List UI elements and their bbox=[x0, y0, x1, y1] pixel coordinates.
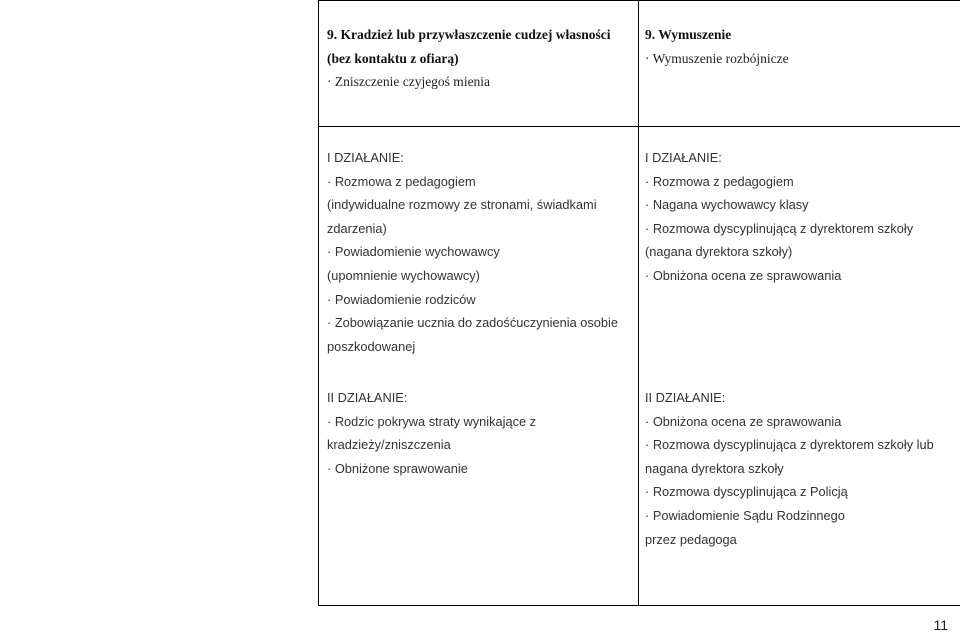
table-left-border bbox=[318, 0, 319, 606]
action-line: · Powiadomienie rodziców bbox=[327, 291, 476, 307]
action-line: nagana dyrektora szkoły bbox=[645, 460, 784, 476]
row2-right-action2 bbox=[645, 386, 934, 551]
action-line: · Obniżone sprawowanie bbox=[327, 460, 468, 476]
action-line: · Rozmowa dyscyplinująca z Policją bbox=[645, 484, 848, 500]
action-heading: II DZIAŁANIE: bbox=[645, 390, 726, 405]
page-number: 11 bbox=[933, 617, 948, 633]
action-heading: I DZIAŁANIE: bbox=[327, 150, 404, 165]
table-row-divider bbox=[318, 126, 960, 127]
table-middle-divider bbox=[638, 0, 639, 606]
row2-left-action1 bbox=[327, 146, 618, 358]
action-line: poszkodowanej bbox=[327, 338, 416, 354]
offense-item: · Zniszczenie czyjegoś mienia bbox=[327, 74, 491, 90]
action-line: · Nagana wychowawcy klasy bbox=[645, 197, 809, 213]
action-line: · Obniżona ocena ze sprawowania bbox=[645, 267, 842, 283]
action-line: · Zobowiązanie ucznia do zadośćuczynienia osobie bbox=[327, 315, 618, 331]
action-line: (nagana dyrektora szkoły) bbox=[645, 244, 793, 260]
action-line: · Powiadomienie Sądu Rodzinnego bbox=[645, 507, 845, 523]
action-line: · Rozmowa z pedagogiem bbox=[327, 173, 476, 189]
offense-title: 9. Kradzież lub przywłaszczenie cudzej własności bbox=[327, 27, 611, 42]
action-line: zdarzenia) bbox=[327, 220, 387, 236]
action-line: · Powiadomienie wychowawcy bbox=[327, 244, 500, 260]
action-line: · Rozmowa dyscyplinującą z dyrektorem szkoły bbox=[645, 220, 914, 236]
action-line: przez pedagoga bbox=[645, 531, 737, 547]
table-bottom-border bbox=[318, 605, 960, 606]
offense-item: · Wymuszenie rozbójnicze bbox=[645, 50, 789, 66]
row2-right-action1 bbox=[645, 146, 913, 288]
offense-title: 9. Wymuszenie bbox=[645, 27, 732, 42]
row1-right-cell bbox=[645, 23, 789, 70]
action-line: (indywidualne rozmowy ze stronami, świadkami bbox=[327, 197, 597, 213]
action-line: · Obniżona ocena ze sprawowania bbox=[645, 413, 842, 429]
action-line: kradzieży/zniszczenia bbox=[327, 437, 451, 453]
offense-title-continued: (bez kontaktu z ofiarą) bbox=[327, 50, 459, 66]
table-top-border bbox=[318, 0, 960, 1]
action-heading: I DZIAŁANIE: bbox=[645, 150, 722, 165]
action-heading: II DZIAŁANIE: bbox=[327, 390, 408, 405]
action-line: · Rozmowa z pedagogiem bbox=[645, 173, 794, 189]
action-line: (upomnienie wychowawcy) bbox=[327, 267, 480, 283]
action-line: · Rozmowa dyscyplinująca z dyrektorem szkoły lub bbox=[645, 437, 934, 453]
action-line: · Rodzic pokrywa straty wynikające z bbox=[327, 413, 537, 429]
row1-left-cell bbox=[327, 23, 610, 94]
row2-left-action2 bbox=[327, 386, 536, 480]
